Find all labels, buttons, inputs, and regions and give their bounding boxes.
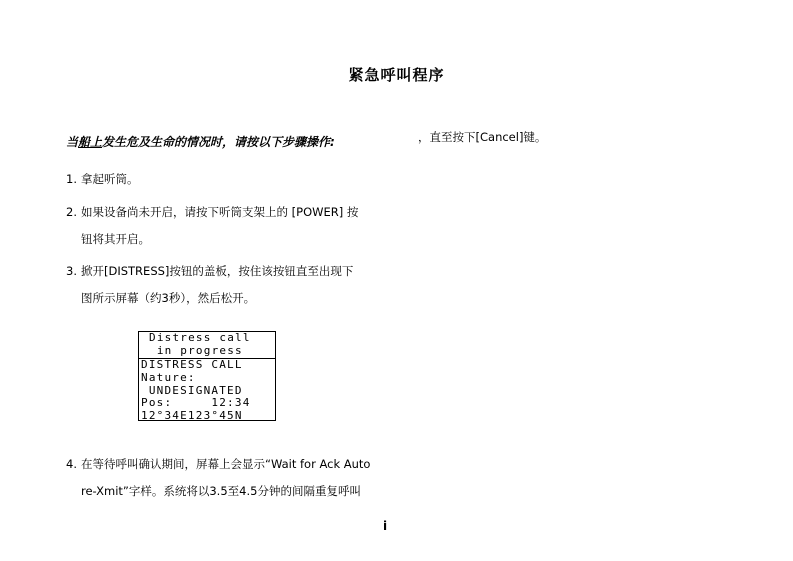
step-text-cont: 图所示屏幕（约3秒），然后松开。 — [81, 291, 256, 305]
display-line: 12°34E123°45N — [141, 409, 243, 421]
step-number: 4. — [66, 457, 77, 471]
intro-text-underlined: 船上 — [78, 135, 103, 149]
step-4 — [66, 451, 370, 505]
intro-text-1: 当 — [66, 135, 79, 149]
page-title: 紧急呼叫程序 — [348, 66, 445, 84]
display-header-line: in progress — [149, 343, 243, 357]
display-line: DISTRESS CALL — [141, 358, 243, 371]
step-2 — [66, 199, 358, 253]
step-text-cont: 钮将其开启。 — [81, 232, 150, 246]
display-line: Pos: 12:34 — [141, 396, 251, 410]
right-column-text: ，直至按下[Cancel]键。 — [418, 130, 547, 144]
display-header-line: Distress call — [149, 331, 251, 344]
step-number: 1. — [66, 172, 77, 186]
display-header — [139, 332, 275, 359]
step-number: 3. — [66, 264, 77, 278]
intro-heading — [66, 133, 335, 150]
step-text: 如果设备尚未开启，请按下听筒支架上的 [POWER] 按 — [81, 205, 359, 219]
step-text-cont: re-Xmit”字样。系统将以3.5至4.5分钟的间隔重复呼叫 — [81, 484, 361, 498]
step-3 — [66, 258, 353, 312]
intro-text-3: 发生危及生命的情况时，请按以下步骤操作: — [102, 135, 335, 149]
step-1 — [66, 166, 139, 193]
display-line: Nature: — [141, 370, 196, 384]
distress-display-screen — [138, 331, 276, 421]
step-text: 在等待呼叫确认期间，屏幕上会显示“Wait for Ack Auto — [81, 457, 371, 471]
step-text: 掀开[DISTRESS]按钮的盖板，按住该按钮直至出现下 — [81, 264, 354, 278]
step-number: 2. — [66, 205, 77, 219]
page-number: i — [383, 519, 388, 533]
display-body — [139, 359, 275, 421]
display-line: UNDESIGNATED — [141, 383, 243, 397]
step-text: 拿起听筒。 — [81, 172, 139, 186]
